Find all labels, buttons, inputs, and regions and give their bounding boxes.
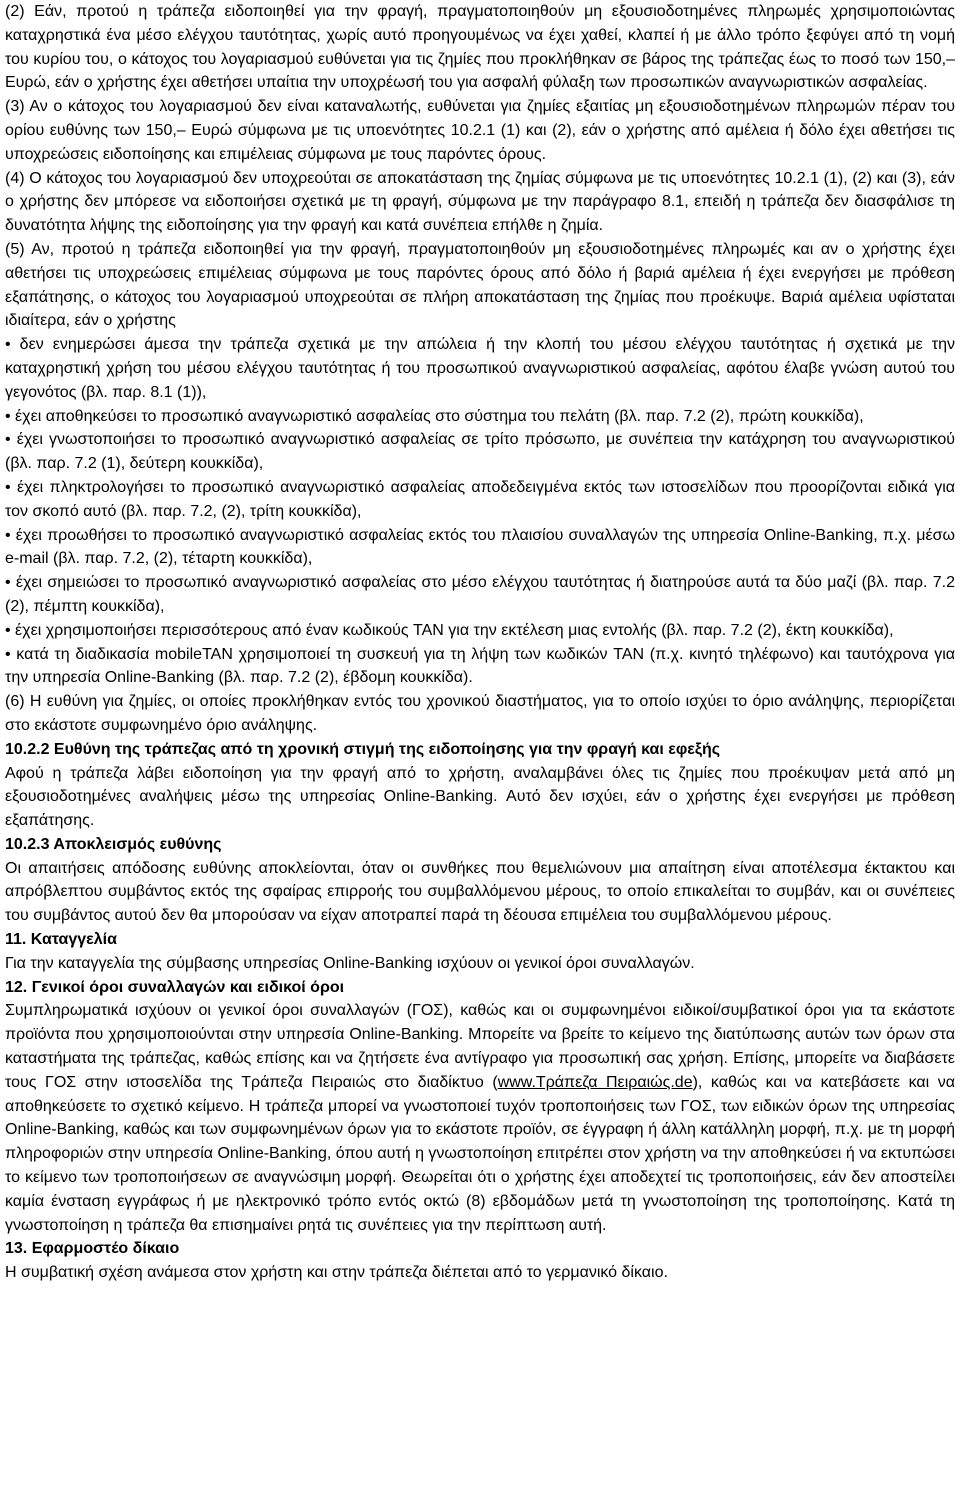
bullet-item: • έχει πληκτρολογήσει το προσωπικό αναγνωριστικό ασφαλείας αποδεδειγμένα εκτός των ιστοσελίδων που προορίζονται ειδικά για τον σκοπό αυτό (βλ. παρ. 7.2, (2), τρίτη κουκκίδα), [5, 478, 955, 520]
bullet-item: • έχει προωθήσει το προσωπικό αναγνωριστικό ασφαλείας εκτός του πλαισίου συναλλαγών της υπηρεσία Online-Banking, π.χ. μέσω e-mail (βλ. παρ. 7.2, (2), τέταρτη κουκκίδα), [5, 526, 955, 568]
paragraph-10-2-1-2: (2) Εάν, προτού η τράπεζα ειδοποιηθεί για την φραγή, πραγματοποιηθούν μη εξουσιοδοτημένες πληρωμές χρησιμοποιώντας καταχρηστικά ένα μέσο ελέγχου ταυτότητας, χωρίς αυτό προηγουμένως να έχει χαθεί, κλαπεί ή με άλλο τρόπο ξεφύγει από τη νομή του κυρίου του, ο κάτοχος του λογαριασμού ευθύνεται για τις ζημίες που προκλήθηκαν σε βάρος της τράπεζας έως το ποσό των 150,– Ευρώ, εάν ο χρήστης έχει αθετήσει υπαίτια την υποχρέωσή του για ασφαλή φύλαξη των προσωπικών αναγνωριστικών ασφαλείας. [5, 3, 955, 92]
paragraph-10-2-2: Αφού η τράπεζα λάβει ειδοποίηση για την φραγή από το χρήστη, αναλαμβάνει όλες τις ζημίες που προέκυψαν μετά από μη εξουσιοδοτημένες αναλήψεις μέσω της υπηρεσίας Online-Banking. Αυτό δεν ισχύει, εάν ο χρήστης έχει ενεργήσει με πρόθεση εξαπάτησης. [5, 764, 955, 830]
website-link[interactable]: www.Τράπεζα Πειραιώς.de [497, 1073, 693, 1091]
paragraph-12 [5, 999, 955, 1237]
paragraph-12-text-start: Συμπληρωματικά ισχύουν οι γενικοί όροι συναλλαγών (ΓΟΣ), καθώς και οι συμφωνημένοι ειδικοί/συμβατικοί όροι για τα εκάστοτε προϊόντα που χρησιμοποιούνται στην υπηρεσία Online-Banking. Μπορείτε να βρείτε το κείμενο της διατύπωσης αυτών των όρων στα καταστήματα της τράπεζας, καθώς επίσης και να ζητήσετε ένα αντίγραφο για προσωπική σας χρήση. Επίσης, μπορείτε να διαβάσετε τους ΓΟΣ στην ιστοσελίδα της Τράπεζα Πειραιώς στο διαδίκτυο ( [5, 1002, 955, 1091]
heading-13: 13. Εφαρμοστέο δίκαιο [5, 1240, 180, 1258]
heading-10-2-3: 10.2.3 Αποκλεισμός ευθύνης [5, 835, 222, 853]
heading-12: 12. Γενικοί όροι συναλλαγών και ειδικοί όροι [5, 978, 345, 996]
bullet-item: • δεν ενημερώσει άμεσα την τράπεζα σχετικά με την απώλεια ή την κλοπή του μέσου ελέγχου ταυτότητας ή σχετικά με την καταχρηστική χρήση του μέσου ελέγχου ταυτότητας ή του προσωπικού αναγνωριστικού ασφαλείας, αφότου έλαβε γνώση αυτού του γεγονότος (βλ. παρ. 8.1 (1)), [5, 336, 955, 401]
paragraph-10-2-3: Οι απαιτήσεις απόδοσης ευθύνης αποκλείονται, όταν οι συνθήκες που θεμελιώνουν μια απαίτηση είναι αποτέλεσμα έκτακτου και απρόβλεπτου συμβάντος εκτός της σφαίρας επιρροής του συμβαλλόμενου μέρους, το οποίο επικαλείται το συμβάν, και οι συνέπειες του συμβάντος αυτού δεν θα μπορούσαν να είχαν αποτραπεί παρά τη δέουσα επιμέλεια του συμβαλλόμενου μέρους. [5, 859, 955, 925]
paragraph-10-2-1-5: (5) Αν, προτού η τράπεζα ειδοποιηθεί για την φραγή, πραγματοποιηθούν μη εξουσιοδοτημένες πληρωμές και αν ο χρήστης έχει αθετήσει τις υποχρεώσεις επιμέλειας σύμφωνα με τους παρόντες όρους από δόλο ή βαριά αμέλεια ή έχει ενεργήσει με πρόθεση εξαπάτησης, ο κάτοχος του λογαριασμού υποχρεούται σε πλήρη αποκατάσταση της ζημίας που προέκυψε. Βαριά αμέλεια υφίσταται ιδιαίτερα, εάν ο χρήστης [5, 240, 955, 330]
heading-10-2-2: 10.2.2 Ευθύνη της τράπεζας από τη χρονική στιγμή της ειδοποίησης για την φραγή και εφεξής [5, 740, 721, 758]
paragraph-11: Για την καταγγελία της σύμβασης υπηρεσίας Online-Banking ισχύουν οι γενικοί όροι συναλλαγών. [5, 954, 695, 972]
bullet-item: • έχει σημειώσει το προσωπικό αναγνωριστικό ασφαλείας στο μέσο ελέγχου ταυτότητας ή διατηρούσε αυτά τα δύο μαζί (βλ. παρ. 7.2 (2), πέμπτη κουκκίδα), [5, 574, 955, 615]
paragraph-12-text-end: ), καθώς και να κατεβάσετε και να αποθηκεύσετε το σχετικό κείμενο. Η τράπεζα μπορεί να γνωστοποιεί τυχόν τροποποιήσεις των ΓΟΣ, των ειδικών όρων της υπηρεσίας Online-Banking, καθώς και των συμφωνημένων όρων για το εκάστοτε προϊόν, σε έγγραφη ή άλλη κατάλληλη μορφή, π.χ. με τη μορφή πληροφοριών στην υπηρεσία Online-Banking, όπου αυτή η γνωστοποίηση επιτρέπει στον χρήστη να την αποθηκεύσει ή να εκτυπώσει το κείμενο των τροποποιήσεων σε αναγνώσιμη μορφή. Θεωρείται ότι ο χρήστης έχει αποδεχτεί τις τροποποιήσεις, εάν δεν αποστείλει καμία ένσταση εγγράφως ή με ηλεκτρονικό τρόπο εντός οκτώ (8) εβδομάδων μετά τη γνωστοποίηση της τροποποίησης. Κατά τη γνωστοποίηση η τράπεζα θα επισημαίνει ρητά τις συνέπειες για την περίπτωση αυτή. [5, 1073, 955, 1234]
paragraph-10-2-1-6: (6) Η ευθύνη για ζημίες, οι οποίες προκλήθηκαν εντός του χρονικού διαστήματος, για το οποίο ισχύει το όριο ανάληψης, περιορίζεται στο εκάστοτε συμφωνημένο όριο ανάληψης. [5, 693, 955, 734]
paragraph-10-2-1-4: (4) Ο κάτοχος του λογαριασμού δεν υποχρεούται σε αποκατάσταση της ζημίας σύμφωνα με τις υποενότητες 10.2.1 (1), (2) και (3), εάν ο χρήστης δεν μπόρεσε να ειδοποιήσει σχετικά με τη φραγή, σύμφωνα με την παράγραφο 8.1, επειδή η τράπεζα δεν διασφάλισε τη δυνατότητα λήψης της ειδοποίησης για την φραγή και κατά συνέπεια επήλθε η ζημία. [5, 169, 955, 235]
bullet-item: • κατά τη διαδικασία mobileTAN χρησιμοποιεί τη συσκευή για τη λήψη των κωδικών TAN (π.χ. κινητό τηλέφωνο) και ταυτόχρονα για την υπηρεσία Online-Banking (βλ. παρ. 7.2 (2), έβδομη κουκκίδα). [5, 645, 955, 687]
paragraph-10-2-1-3: (3) Αν ο κάτοχος του λογαριασμού δεν είναι καταναλωτής, ευθύνεται για ζημίες εξαιτίας μη εξουσιοδοτημένων πληρωμών πέραν του ορίου ευθύνης των 150,– Ευρώ σύμφωνα με τις υποενότητες 10.2.1 (1) και (2), εάν ο χρήστης από αμέλεια ή δόλο έχει αθετήσει τις υποχρεώσεις ειδοποίησης και επιμέλειας σύμφωνα με τους παρόντες όρους. [5, 98, 955, 163]
paragraph-13: Η συμβατική σχέση ανάμεσα στον χρήστη και στην τράπεζα διέπεται από το γερμανικό δίκαιο. [5, 1264, 668, 1282]
bullet-item: • έχει χρησιμοποιήσει περισσότερους από έναν κωδικούς TAN για την εκτέλεση μιας εντολής (βλ. παρ. 7.2 (2), έκτη κουκκίδα), [5, 621, 894, 639]
bullet-item: • έχει γνωστοποιήσει το προσωπικό αναγνωριστικό ασφαλείας σε τρίτο πρόσωπο, με συνέπεια την κατάχρηση του αναγνωριστικού (βλ. παρ. 7.2 (1), δεύτερη κουκκίδα), [5, 431, 955, 473]
heading-11: 11. Καταγγελία [5, 931, 117, 949]
bullet-item: • έχει αποθηκεύσει το προσωπικό αναγνωριστικό ασφαλείας στο σύστημα του πελάτη (βλ. παρ. 7.2 (2), πρώτη κουκκίδα), [5, 407, 864, 425]
